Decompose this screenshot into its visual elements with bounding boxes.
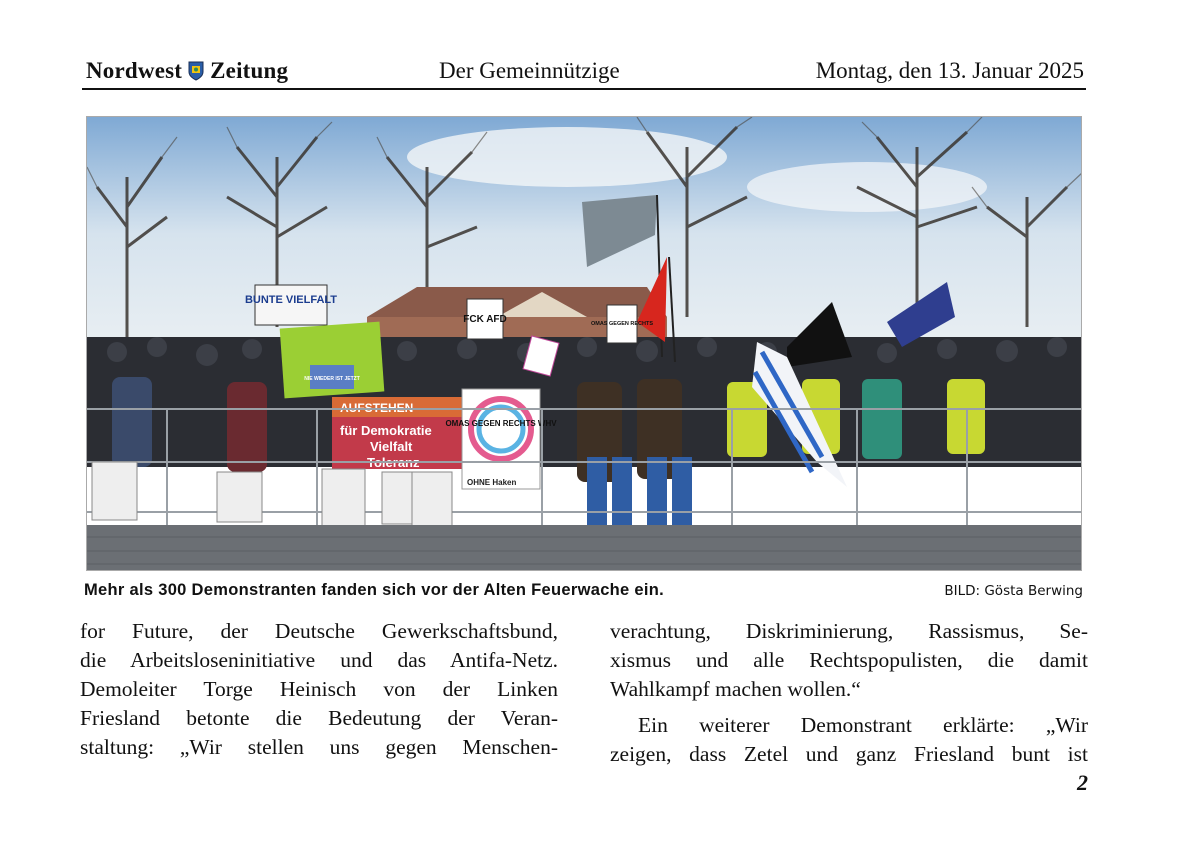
page-number: 2 [1077, 770, 1088, 795]
banner-aufstehen: AUFSTEHEN [340, 401, 414, 415]
text-line: for Future, der Deutsche Gewerkschaftsbund, [80, 619, 558, 643]
column-1-paragraph [80, 617, 558, 762]
issue-date: Montag, den 13. Januar 2025 [815, 58, 1084, 83]
masthead [86, 58, 288, 84]
article-column-1 [80, 617, 558, 762]
demonstration-photo [86, 116, 1082, 571]
sign-fck-afd: FCK AFD [463, 314, 507, 325]
sign-nie-wieder: NIE WIEDER IST JETZT [304, 376, 360, 382]
text-line: verachtung, Diskriminierung, Rassismus, Se- [610, 619, 1088, 643]
photo-credit: BILD: Gösta Berwing [944, 583, 1083, 599]
text-line: Demoleiter Torge Heinisch von der Linken [80, 677, 558, 701]
crest-icon [188, 61, 204, 81]
photo-caption: Mehr als 300 Demonstranten fanden sich vor der Alten Feuerwache ein. [84, 581, 665, 599]
column-2-paragraph-2 [610, 711, 1088, 769]
photo-illustration [87, 117, 1082, 571]
banner-ohne-haken: OHNE Haken [467, 478, 517, 487]
sign-omas-whv: OMAS GEGEN RECHTS WHV [445, 419, 557, 428]
text-line: xismus und alle Rechtspopulisten, die damit [610, 648, 1088, 672]
section-name: Der Gemeinnützige [439, 58, 620, 83]
column-2-paragraph-1 [610, 617, 1088, 704]
masthead-right: Zeitung [210, 58, 289, 83]
text-line: die Arbeitsloseninitiative und das Antifa-Netz. [80, 648, 558, 672]
text-line: Friesland betonte die Bedeutung der Veran- [80, 706, 558, 730]
masthead-left: Nordwest [86, 58, 183, 83]
sign-bunte-vielfalt: BUNTE VIELFALT [244, 294, 338, 306]
article-column-2 [610, 617, 1088, 769]
banner-line1: für Demokratie [340, 423, 432, 438]
text-line: staltung: „Wir stellen uns gegen Menschen- [80, 735, 558, 759]
sign-omas-gegen-rechts: OMAS GEGEN RECHTS [590, 321, 654, 327]
banner-line3: Toleranz [367, 455, 420, 470]
text-line: Wahlkampf machen wollen.“ [610, 677, 861, 701]
text-line: zeigen, dass Zetel und ganz Friesland bunt ist [610, 742, 1088, 766]
banner-line2: Vielfalt [370, 439, 413, 454]
page-header [82, 58, 1086, 90]
text-line: Ein weiterer Demonstrant erklärte: „Wir [638, 713, 1088, 737]
